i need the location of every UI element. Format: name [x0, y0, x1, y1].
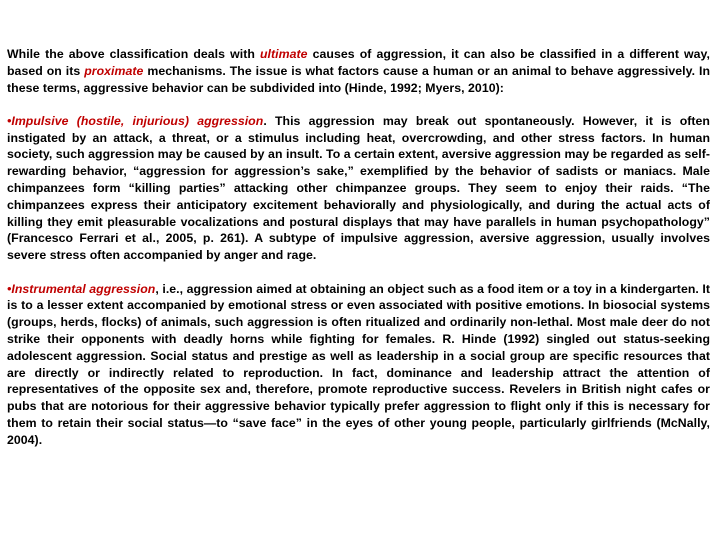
emphasis-ultimate: ultimate	[259, 47, 308, 61]
text-run: causes of aggression, it can also be classified in a different way, based on its	[7, 47, 710, 78]
text-run: , i.e., aggression aimed at obtaining an object such as a food item or a toy in a kindergarten. It is to a lesser extent accompanied by emotional stress or even associated with positive emotions. In biosocial systems (groups, herds, flocks) of animals, such aggression is often ritualized and ordinarily non-lethal. Most male deer do not strike their opponents with deadly horns while fighting for females. R. Hinde (1992) singled out status-seeking adolescent aggression. Social status and prestige as well as leadership in a social group are specific resources that are directly or indirectly related to reproduction. In fact, dominance and leadership attract the attention of representatives of the opposite sex and, therefore, promote reproductive success. Revelers in British night cafes or pubs that are notorious for their aggressive behavior typically prefer aggression to flight only if this is necessary for them to retain their social status—to “save face” in the eyes of other young people, particularly girlfriends (McNally, 2004).	[7, 281, 710, 447]
bullet-heading-instrumental: •Instrumental aggression	[7, 281, 156, 296]
paragraph-instrumental-aggression	[7, 281, 710, 449]
text-run: mechanisms. The issue is what factors cause a human or an animal to behave aggressively. In these terms, aggressive behavior can be subdivided into (Hinde, 1992; Myers, 2010):	[7, 63, 710, 95]
text-run: While the above classification deals with	[7, 47, 260, 61]
emphasis-proximate: proximate	[84, 63, 144, 78]
paragraph-intro	[7, 46, 710, 96]
document-page	[7, 46, 710, 526]
text-run: . This aggression may break out spontaneously. However, it is often instigated by an attack, a threat, or a stimulus including heat, overcrowding, and other stress factors. In human society, such aggression may be caused by an insult. To a certain extent, aversive aggression may be regarded as self-rewarding behavior, “aggression for aggression’s sake,” exemplified by the behavior of sadists or maniacs. Male chimpanzees form “killing parties” attacking other chimpanzee groups. They seem to enjoy their raids. “The chimpanzees express their anticipatory excitement behaviorally and physiologically, and during the actual acts of killing they emit pleasurable vocalizations and postural displays that may have parallels in human psychopathology” (Francesco Ferrari et al., 2005, p. 261). A subtype of impulsive aggression, aversive aggression, usually involves severe stress often accompanied by anger and rage.	[7, 113, 710, 263]
bullet-heading-impulsive: •Impulsive (hostile, injurious) aggression	[7, 113, 264, 128]
paragraph-impulsive-aggression	[7, 113, 710, 264]
